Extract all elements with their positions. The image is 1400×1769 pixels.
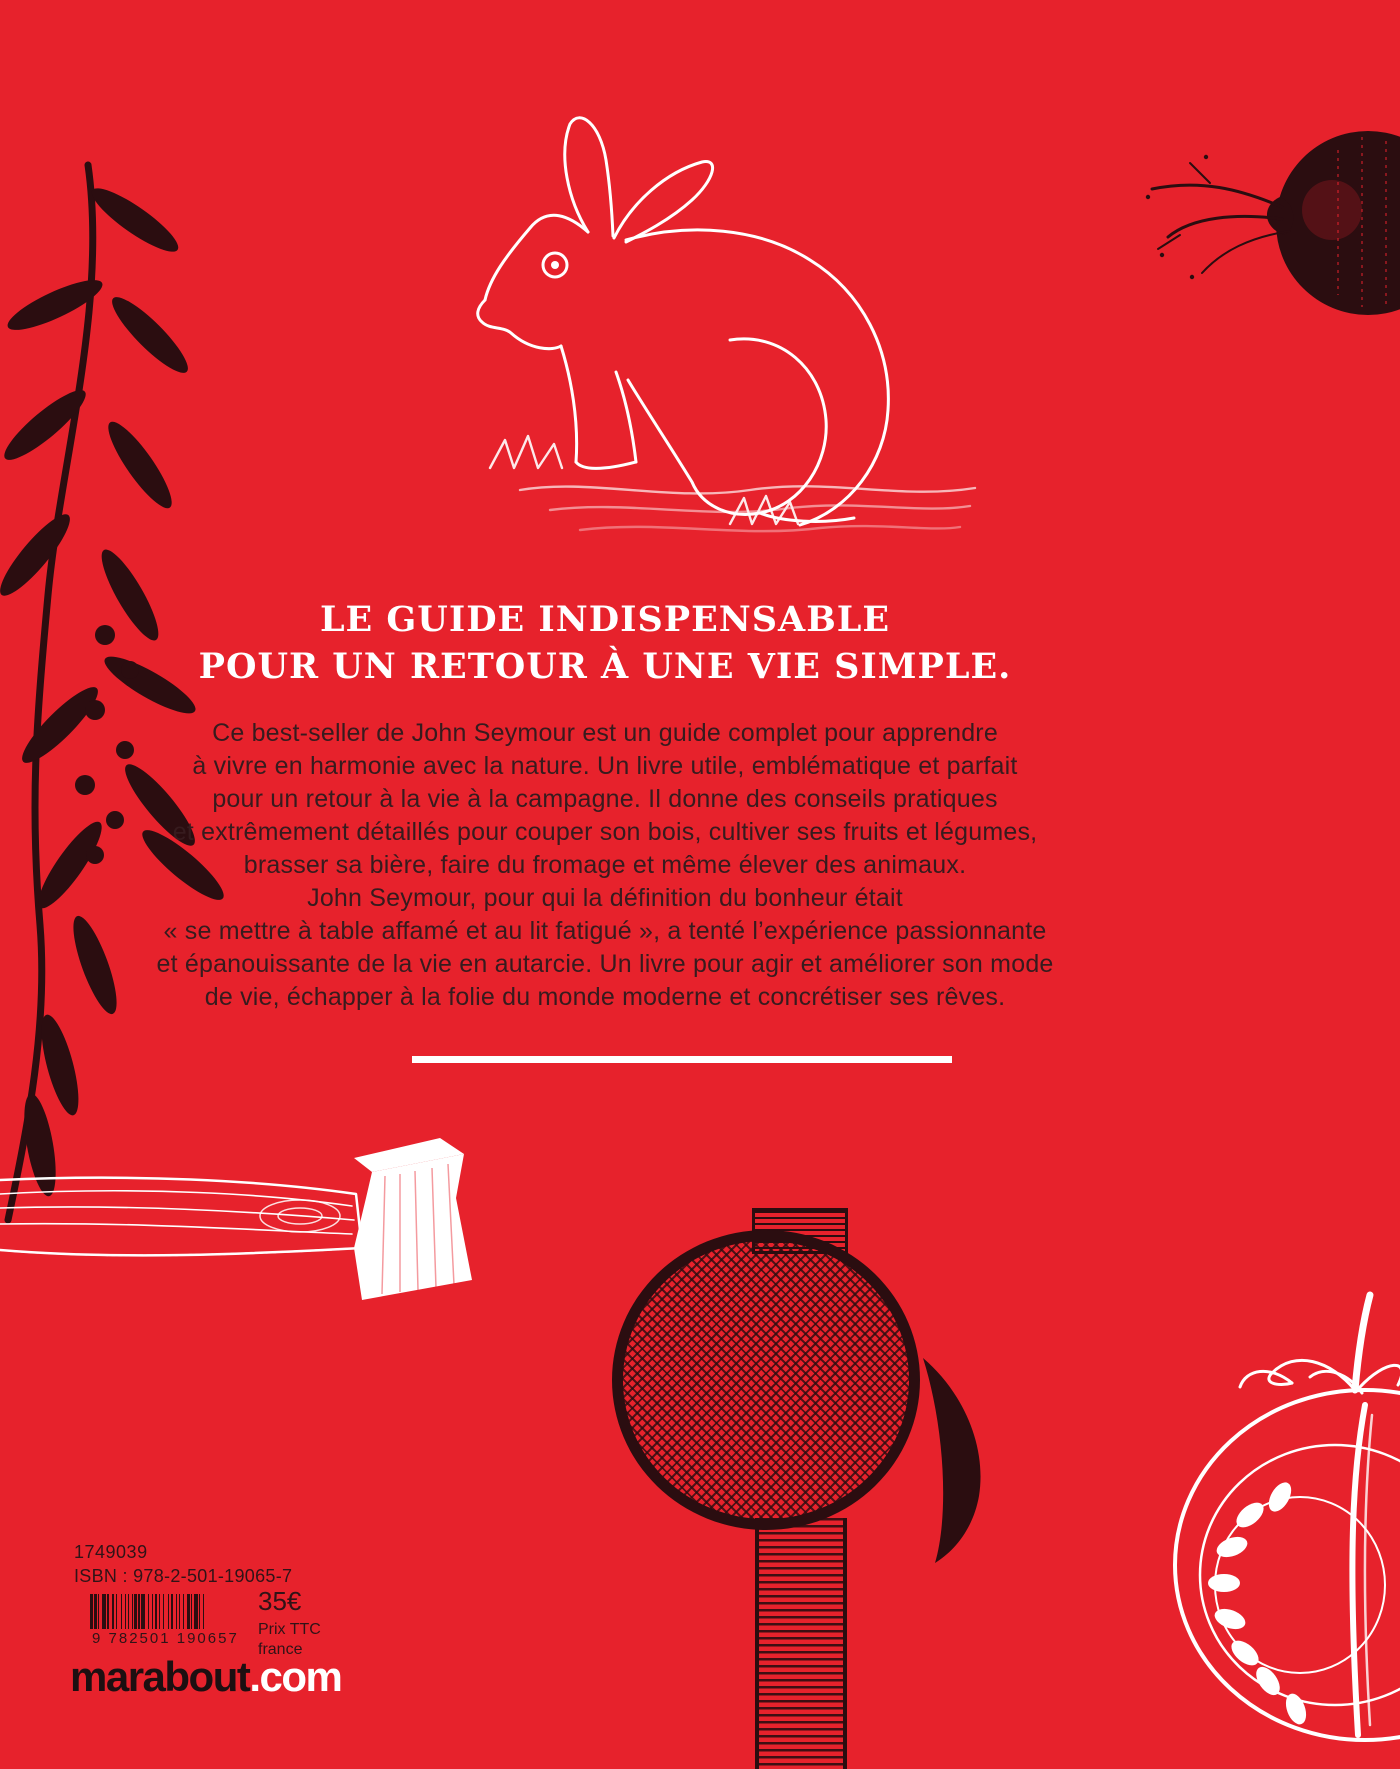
blurb-line: et extrêmement détaillés pour couper son bois, cultiver ses fruits et légumes, bbox=[172, 818, 1038, 846]
sieve-icon bbox=[612, 1230, 920, 1530]
blurb-line: pour un retour à la vie à la campagne. Il donne des conseils pratiques bbox=[212, 785, 998, 813]
barcode bbox=[90, 1594, 248, 1647]
laurel-branch-icon bbox=[0, 165, 235, 1220]
product-code: 1749039 bbox=[74, 1542, 148, 1562]
blurb-line: et épanouissante de la vie en autarcie. Un livre pour agir et améliorer son mode bbox=[156, 950, 1054, 978]
price-block bbox=[258, 1588, 321, 1658]
publisher-logo bbox=[70, 1653, 342, 1700]
blurb-line: Ce best-seller de John Seymour est un guide complet pour apprendre bbox=[212, 719, 998, 747]
back-cover-blurb bbox=[0, 717, 1210, 1014]
barcode-digits: 9 782501 190657 bbox=[90, 1629, 248, 1647]
headline bbox=[0, 596, 1210, 690]
blurb-line: à vivre en harmonie avec la nature. Un livre utile, emblématique et parfait bbox=[192, 752, 1018, 780]
publisher-logo-tld: .com bbox=[249, 1653, 342, 1700]
blurb-line: brasser sa bière, faire du fromage et même élever des animaux. bbox=[243, 851, 967, 879]
price-note-country: france bbox=[258, 1641, 303, 1658]
blurb-line: John Seymour, pour qui la définition du bonheur était bbox=[307, 884, 903, 912]
tomato-icon bbox=[1150, 1265, 1400, 1769]
price-note-ttc: Prix TTC bbox=[258, 1621, 321, 1638]
blurb-line: « se mettre à table affamé et au lit fatigué », a tenté l’expérience passionnante bbox=[163, 917, 1047, 945]
sieve-icon-handle bbox=[755, 1518, 847, 1769]
headline-line-2: POUR UN RETOUR À UNE VIE SIMPLE. bbox=[198, 646, 1012, 687]
price: 35€ bbox=[258, 1586, 302, 1616]
dark-crescent-icon bbox=[915, 1358, 995, 1563]
isbn: ISBN : 978-2-501-19065-7 bbox=[74, 1566, 293, 1586]
divider-rule bbox=[412, 1056, 952, 1063]
beet-icon bbox=[1140, 105, 1400, 320]
axe-icon bbox=[0, 1128, 475, 1308]
publisher-logo-name: marabout bbox=[70, 1653, 250, 1700]
blurb-line: de vie, échapper à la folie du monde moderne et concrétiser ses rêves. bbox=[204, 983, 1006, 1011]
headline-line-1: LE GUIDE INDISPENSABLE bbox=[319, 599, 891, 640]
rabbit-icon bbox=[430, 110, 1010, 555]
